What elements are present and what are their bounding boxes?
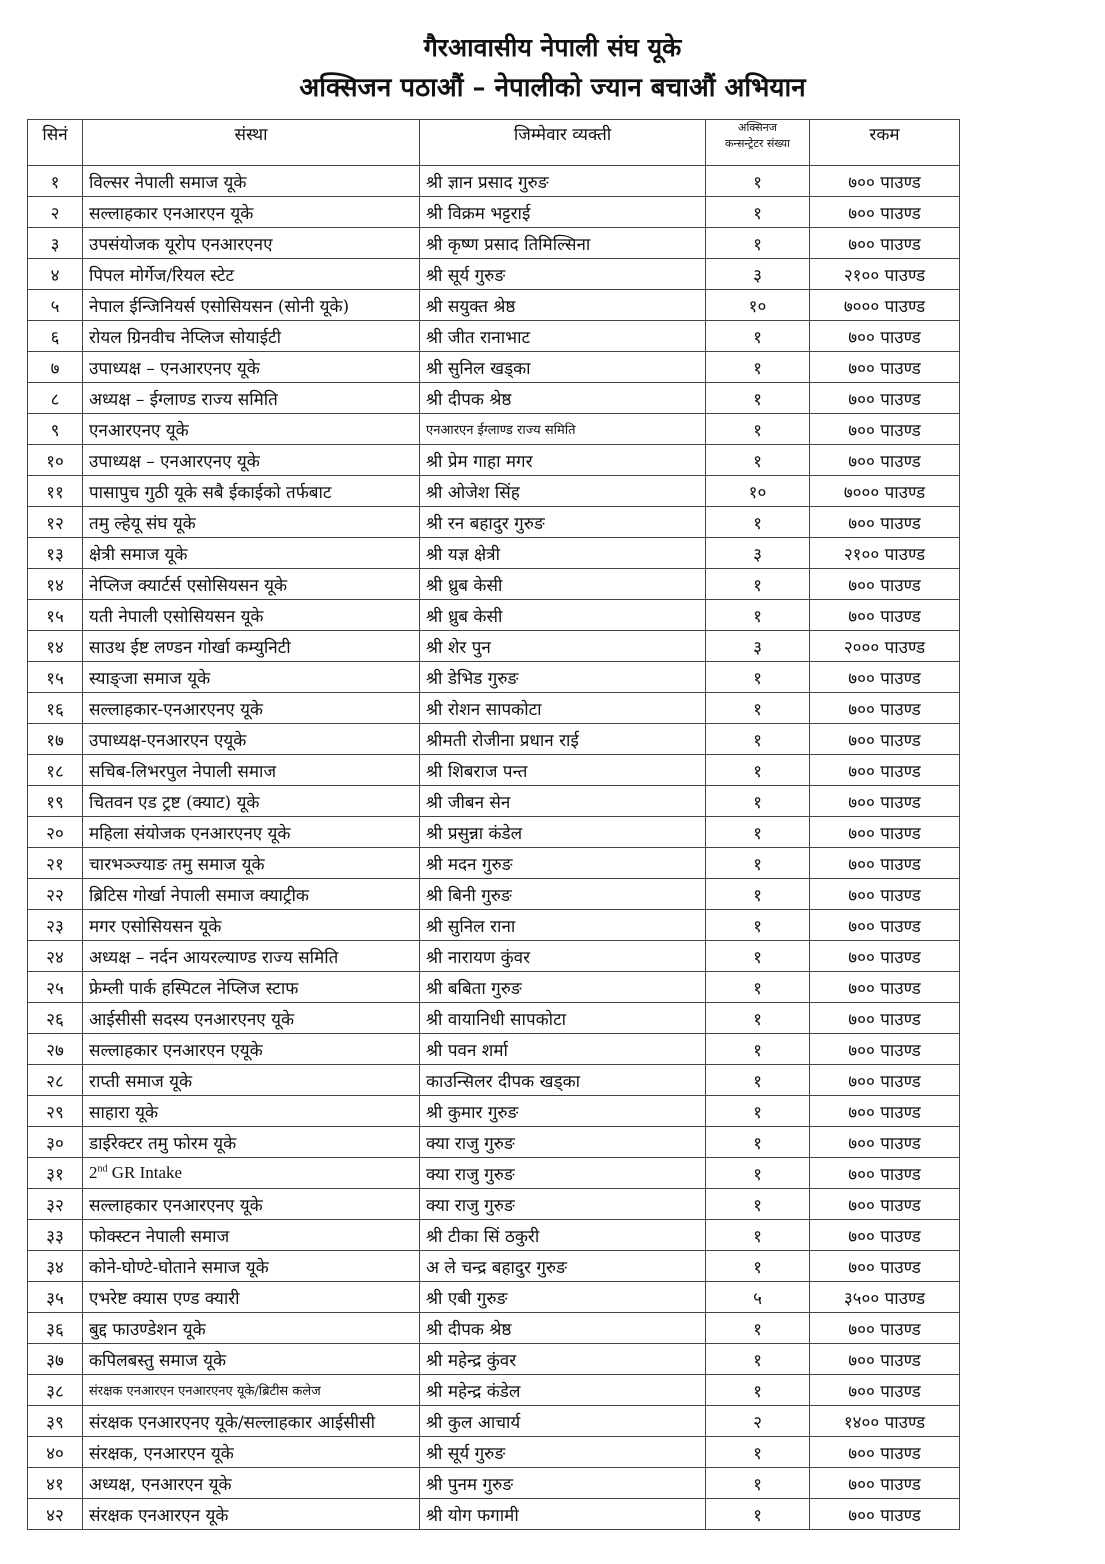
- cell-count: १: [706, 166, 810, 197]
- cell-count: १: [706, 228, 810, 259]
- table-row: [28, 507, 960, 538]
- cell-org: पिपल मोर्गेज/रियल स्टेट: [83, 259, 420, 290]
- cell-person: श्री शिबराज पन्त: [420, 755, 706, 786]
- table-row: [28, 662, 960, 693]
- cell-sn: १७: [28, 724, 83, 755]
- cell-person: क्या राजु गुरुङ: [420, 1158, 706, 1189]
- cell-sn: ८: [28, 383, 83, 414]
- cell-amount: ७०० पाउण्ड: [810, 445, 960, 476]
- cell-amount: ७०० पाउण्ड: [810, 972, 960, 1003]
- cell-sn: १८: [28, 755, 83, 786]
- cell-count: १: [706, 1344, 810, 1375]
- table-row: [28, 1096, 960, 1127]
- cell-org: संरक्षक एनआरएनए यूके/सल्लाहकार आईसीसी: [83, 1406, 420, 1437]
- cell-person: श्री महेन्द्र कुंवर: [420, 1344, 706, 1375]
- cell-sn: ९: [28, 414, 83, 445]
- table-row: [28, 631, 960, 662]
- table-row: [28, 1065, 960, 1096]
- cell-sn: ६: [28, 321, 83, 352]
- cell-count: १: [706, 1313, 810, 1344]
- cell-sn: १४: [28, 569, 83, 600]
- cell-person: श्री प्रसुन्ना कंडेल: [420, 817, 706, 848]
- cell-amount: ७०० पाउण्ड: [810, 1127, 960, 1158]
- cell-amount: ७०० पाउण्ड: [810, 569, 960, 600]
- cell-amount: ७०० पाउण्ड: [810, 166, 960, 197]
- cell-person: श्री ध्रुब केसी: [420, 600, 706, 631]
- cell-person: श्री शेर पुन: [420, 631, 706, 662]
- table-row: [28, 1127, 960, 1158]
- cell-amount: ७०० पाउण्ड: [810, 662, 960, 693]
- cell-amount: ७०० पाउण्ड: [810, 786, 960, 817]
- cell-amount: ३५०० पाउण्ड: [810, 1282, 960, 1313]
- cell-count: १: [706, 941, 810, 972]
- cell-person: श्री ज्ञान प्रसाद गुरुङ: [420, 166, 706, 197]
- cell-count: १: [706, 507, 810, 538]
- cell-person: श्री प्रेम गाहा मगर: [420, 445, 706, 476]
- cell-count: ३: [706, 538, 810, 569]
- cell-org: संरक्षक एनआरएन एनआरएनए यूके/ब्रिटीस कलेज: [83, 1375, 420, 1406]
- cell-sn: ११: [28, 476, 83, 507]
- col-header-count-line1: अक्सिनज: [738, 121, 777, 134]
- cell-amount: ७०० पाउण्ड: [810, 1065, 960, 1096]
- table-row: [28, 197, 960, 228]
- cell-org: महिला संयोजक एनआरएनए यूके: [83, 817, 420, 848]
- cell-count: १: [706, 1468, 810, 1499]
- cell-sn: ७: [28, 352, 83, 383]
- cell-org: नेपाल ईन्जिनियर्स एसोसियसन (सोनी यूके): [83, 290, 420, 321]
- cell-sn: २५: [28, 972, 83, 1003]
- table-row: [28, 228, 960, 259]
- cell-sn: २१: [28, 848, 83, 879]
- cell-count: १: [706, 1189, 810, 1220]
- cell-person: श्री नारायण कुंवर: [420, 941, 706, 972]
- cell-person: श्री सूर्य गुरुङ: [420, 259, 706, 290]
- cell-amount: ७०० पाउण्ड: [810, 941, 960, 972]
- cell-sn: २९: [28, 1096, 83, 1127]
- cell-count: १०: [706, 476, 810, 507]
- cell-amount: ७०० पाउण्ड: [810, 197, 960, 228]
- cell-person: क्या राजु गुरुङ: [420, 1127, 706, 1158]
- col-header-count: [706, 120, 810, 166]
- table-row: [28, 755, 960, 786]
- cell-sn: २७: [28, 1034, 83, 1065]
- table-row: [28, 1344, 960, 1375]
- cell-person: श्री सुनिल खड्का: [420, 352, 706, 383]
- table-row: [28, 1468, 960, 1499]
- cell-org: साउथ ईष्ट लण्डन गोर्खा कम्युनिटी: [83, 631, 420, 662]
- cell-org: एभरेष्ट क्यास एण्ड क्यारी: [83, 1282, 420, 1313]
- cell-amount: ७०० पाउण्ड: [810, 383, 960, 414]
- cell-amount: ७०० पाउण्ड: [810, 910, 960, 941]
- table-row: [28, 321, 960, 352]
- table-row: [28, 259, 960, 290]
- table-row: [28, 1375, 960, 1406]
- table-row: [28, 414, 960, 445]
- table-row: [28, 569, 960, 600]
- cell-sn: ३९: [28, 1406, 83, 1437]
- cell-org: अध्यक्ष, एनआरएन यूके: [83, 1468, 420, 1499]
- cell-person: श्री सूर्य गुरुङ: [420, 1437, 706, 1468]
- cell-amount: ७०० पाउण्ड: [810, 1189, 960, 1220]
- cell-person: श्री बबिता गुरुङ: [420, 972, 706, 1003]
- table-row: [28, 1499, 960, 1530]
- table-row: [28, 1251, 960, 1282]
- cell-count: १: [706, 879, 810, 910]
- cell-count: १०: [706, 290, 810, 321]
- cell-org: साहारा यूके: [83, 1096, 420, 1127]
- table-row: [28, 848, 960, 879]
- cell-org: नेप्लिज क्यार्टर्स एसोसियसन यूके: [83, 569, 420, 600]
- cell-count: २: [706, 1406, 810, 1437]
- cell-org: चितवन एड ट्रष्ट (क्याट) यूके: [83, 786, 420, 817]
- cell-amount: ७०० पाउण्ड: [810, 1437, 960, 1468]
- cell-sn: ३६: [28, 1313, 83, 1344]
- cell-sn: १९: [28, 786, 83, 817]
- cell-amount: ७०० पाउण्ड: [810, 352, 960, 383]
- cell-person: श्री यज्ञ क्षेत्री: [420, 538, 706, 569]
- cell-sn: ३०: [28, 1127, 83, 1158]
- cell-amount: २१०० पाउण्ड: [810, 538, 960, 569]
- cell-person: श्री सुनिल राना: [420, 910, 706, 941]
- cell-sn: २: [28, 197, 83, 228]
- cell-sn: १४: [28, 631, 83, 662]
- cell-amount: ७०० पाउण्ड: [810, 1003, 960, 1034]
- cell-org: चारभञ्ज्याङ तमु समाज यूके: [83, 848, 420, 879]
- page-subtitle: अक्सिजन पठाऔं – नेपालीको ज्यान बचाऔं अभियान: [299, 73, 806, 103]
- cell-person: श्री ओजेश सिंह: [420, 476, 706, 507]
- cell-org: राप्ती समाज यूके: [83, 1065, 420, 1096]
- cell-org: कपिलबस्तु समाज यूके: [83, 1344, 420, 1375]
- cell-org: कोने-घोण्टे-घोताने समाज यूके: [83, 1251, 420, 1282]
- table-row: [28, 538, 960, 569]
- cell-count: १: [706, 910, 810, 941]
- table-row: [28, 724, 960, 755]
- cell-count: १: [706, 352, 810, 383]
- cell-amount: २००० पाउण्ड: [810, 631, 960, 662]
- cell-sn: २२: [28, 879, 83, 910]
- cell-org: [83, 1158, 420, 1189]
- col-header-sn: सिनं: [28, 120, 83, 166]
- cell-count: १: [706, 1220, 810, 1251]
- cell-sn: २८: [28, 1065, 83, 1096]
- cell-org: डाईरेक्टर तमु फोरम यूके: [83, 1127, 420, 1158]
- cell-org: एनआरएनए यूके: [83, 414, 420, 445]
- cell-person: क्या राजु गुरुङ: [420, 1189, 706, 1220]
- cell-org: विल्सर नेपाली समाज यूके: [83, 166, 420, 197]
- cell-org: क्षेत्री समाज यूके: [83, 538, 420, 569]
- cell-amount: ७०० पाउण्ड: [810, 1158, 960, 1189]
- cell-amount: ७०० पाउण्ड: [810, 321, 960, 352]
- cell-count: १: [706, 662, 810, 693]
- cell-person: श्री सयुक्त श्रेष्ठ: [420, 290, 706, 321]
- cell-count: १: [706, 445, 810, 476]
- cell-sn: १२: [28, 507, 83, 538]
- cell-sn: १६: [28, 693, 83, 724]
- cell-count: १: [706, 1065, 810, 1096]
- cell-sn: १०: [28, 445, 83, 476]
- table-row: [28, 879, 960, 910]
- cell-amount: ७०० पाउण्ड: [810, 1220, 960, 1251]
- table-row: [28, 972, 960, 1003]
- cell-person: श्री एबी गुरुङ: [420, 1282, 706, 1313]
- table-body: [28, 166, 960, 1530]
- table-row: [28, 476, 960, 507]
- cell-org: तमु ल्हेयू संघ यूके: [83, 507, 420, 538]
- table-row: [28, 1282, 960, 1313]
- table-row: [28, 1313, 960, 1344]
- cell-count: १: [706, 383, 810, 414]
- cell-person: श्री कृष्ण प्रसाद तिमिल्सिना: [420, 228, 706, 259]
- cell-sn: १३: [28, 538, 83, 569]
- cell-amount: ७०० पाउण्ड: [810, 879, 960, 910]
- col-header-count-line2: कन्सन्ट्रेटर संख्या: [724, 137, 791, 150]
- cell-person: श्री दीपक श्रेष्ठ: [420, 383, 706, 414]
- table-row: [28, 1437, 960, 1468]
- cell-count: १: [706, 569, 810, 600]
- cell-amount: ७०० पाउण्ड: [810, 1251, 960, 1282]
- cell-person: श्री टीका सिं ठकुरी: [420, 1220, 706, 1251]
- cell-sn: ५: [28, 290, 83, 321]
- cell-org: रोयल ग्रिनवीच नेप्लिज सोयाईटी: [83, 321, 420, 352]
- table-row: [28, 817, 960, 848]
- cell-count: १: [706, 693, 810, 724]
- table-row: [28, 1220, 960, 1251]
- cell-amount: ७०० पाउण्ड: [810, 600, 960, 631]
- cell-amount: १४०० पाउण्ड: [810, 1406, 960, 1437]
- cell-org: बुद्द फाउण्डेशन यूके: [83, 1313, 420, 1344]
- cell-person: श्री जीत रानाभाट: [420, 321, 706, 352]
- cell-org: सल्लाहकार एनआरएन यूके: [83, 197, 420, 228]
- cell-sn: १: [28, 166, 83, 197]
- cell-amount: ७०० पाउण्ड: [810, 817, 960, 848]
- cell-count: १: [706, 197, 810, 228]
- cell-count: १: [706, 1127, 810, 1158]
- cell-count: ३: [706, 631, 810, 662]
- table-row: [28, 1034, 960, 1065]
- col-header-org: संस्था: [83, 120, 420, 166]
- cell-amount: ७०० पाउण्ड: [810, 1499, 960, 1530]
- cell-person: श्री विक्रम भट्टराई: [420, 197, 706, 228]
- cell-org: फ्रेम्ली पार्क हस्पिटल नेप्लिज स्टाफ: [83, 972, 420, 1003]
- cell-amount: ७०० पाउण्ड: [810, 507, 960, 538]
- table-row: [28, 1189, 960, 1220]
- cell-org: सल्लाहकार एनआरएन एयूके: [83, 1034, 420, 1065]
- cell-person: श्री ध्रुब केसी: [420, 569, 706, 600]
- cell-org: अध्यक्ष – नर्दन आयरल्याण्ड राज्य समिति: [83, 941, 420, 972]
- cell-count: ३: [706, 259, 810, 290]
- cell-org: फोक्स्टन नेपाली समाज: [83, 1220, 420, 1251]
- cell-count: १: [706, 414, 810, 445]
- cell-amount: ७०० पाउण्ड: [810, 693, 960, 724]
- cell-amount: २१०० पाउण्ड: [810, 259, 960, 290]
- cell-org: उपाध्यक्ष – एनआरएनए यूके: [83, 445, 420, 476]
- cell-sn: २६: [28, 1003, 83, 1034]
- table-row: [28, 290, 960, 321]
- cell-person: श्री बिनी गुरुङ: [420, 879, 706, 910]
- cell-count: १: [706, 1158, 810, 1189]
- cell-person: श्री महेन्द्र कंडेल: [420, 1375, 706, 1406]
- cell-org: संरक्षक एनआरएन यूके: [83, 1499, 420, 1530]
- cell-count: १: [706, 817, 810, 848]
- cell-org: उपाध्यक्ष-एनआरएन एयूके: [83, 724, 420, 755]
- cell-sn: ३७: [28, 1344, 83, 1375]
- cell-amount: ७०० पाउण्ड: [810, 1096, 960, 1127]
- cell-sn: ३: [28, 228, 83, 259]
- col-header-person: जिम्मेवार व्यक्ती: [420, 120, 706, 166]
- table-row: [28, 786, 960, 817]
- col-header-amount: रकम: [810, 120, 960, 166]
- cell-person: श्री कुमार गुरुङ: [420, 1096, 706, 1127]
- cell-count: १: [706, 1251, 810, 1282]
- cell-count: १: [706, 724, 810, 755]
- cell-org: ब्रिटिस गोर्खा नेपाली समाज क्याट्रीक: [83, 879, 420, 910]
- cell-org-text: GR Intake: [107, 1163, 183, 1182]
- cell-sn: १५: [28, 662, 83, 693]
- cell-org: पासापुच गुठी यूके सबै ईकाईको तर्फबाट: [83, 476, 420, 507]
- cell-count: ५: [706, 1282, 810, 1313]
- cell-amount: ७०० पाउण्ड: [810, 1034, 960, 1065]
- cell-sn: २३: [28, 910, 83, 941]
- cell-org-prefix: 2: [89, 1163, 98, 1182]
- cell-org: अध्यक्ष – ईग्लाण्ड राज्य समिति: [83, 383, 420, 414]
- cell-person: एनआरएन ईग्लाण्ड राज्य समिति: [420, 414, 706, 445]
- cell-amount: ७०० पाउण्ड: [810, 1344, 960, 1375]
- cell-org: आईसीसी सदस्य एनआरएनए यूके: [83, 1003, 420, 1034]
- cell-person: श्री पुनम गुरुङ: [420, 1468, 706, 1499]
- cell-amount: ७०० पाउण्ड: [810, 1313, 960, 1344]
- cell-org: उपसंयोजक यूरोप एनआरएनए: [83, 228, 420, 259]
- cell-org: स्याङ्जा समाज यूके: [83, 662, 420, 693]
- cell-amount: ७०० पाउण्ड: [810, 1468, 960, 1499]
- cell-sn: २४: [28, 941, 83, 972]
- cell-person: श्री दीपक श्रेष्ठ: [420, 1313, 706, 1344]
- cell-amount: ७०० पाउण्ड: [810, 1375, 960, 1406]
- cell-sn: ४१: [28, 1468, 83, 1499]
- cell-count: १: [706, 1437, 810, 1468]
- cell-sn: ३३: [28, 1220, 83, 1251]
- cell-sn: २०: [28, 817, 83, 848]
- cell-person: श्री रोशन सापकोटा: [420, 693, 706, 724]
- cell-person: श्री मदन गुरुङ: [420, 848, 706, 879]
- cell-org: सल्लाहकार एनआरएनए यूके: [83, 1189, 420, 1220]
- table-row: [28, 910, 960, 941]
- cell-org: सल्लाहकार-एनआरएनए यूके: [83, 693, 420, 724]
- table-row: [28, 1158, 960, 1189]
- cell-sn: ३१: [28, 1158, 83, 1189]
- cell-person: श्री योग फगामी: [420, 1499, 706, 1530]
- cell-org: सचिब-लिभरपुल नेपाली समाज: [83, 755, 420, 786]
- cell-count: १: [706, 1034, 810, 1065]
- cell-count: १: [706, 321, 810, 352]
- cell-person: काउन्सिलर दीपक खड्का: [420, 1065, 706, 1096]
- cell-sn: ३२: [28, 1189, 83, 1220]
- cell-amount: ७०० पाउण्ड: [810, 755, 960, 786]
- cell-org: उपाध्यक्ष – एनआरएनए यूके: [83, 352, 420, 383]
- cell-org: मगर एसोसियसन यूके: [83, 910, 420, 941]
- cell-sn: १५: [28, 600, 83, 631]
- cell-count: १: [706, 1003, 810, 1034]
- cell-org: यती नेपाली एसोसियसन यूके: [83, 600, 420, 631]
- cell-person: श्री जीबन सेन: [420, 786, 706, 817]
- table-row: [28, 352, 960, 383]
- table-row: [28, 1003, 960, 1034]
- document-header: [0, 28, 1105, 108]
- cell-count: १: [706, 848, 810, 879]
- cell-sn: ३५: [28, 1282, 83, 1313]
- cell-org: संरक्षक, एनआरएन यूके: [83, 1437, 420, 1468]
- cell-sn: ४: [28, 259, 83, 290]
- cell-count: १: [706, 755, 810, 786]
- table-header-row: [28, 120, 960, 166]
- page-title: गैरआवासीय नेपाली संघ यूके: [423, 33, 682, 62]
- cell-sn: ३८: [28, 1375, 83, 1406]
- cell-sn: ४०: [28, 1437, 83, 1468]
- cell-amount: ७०० पाउण्ड: [810, 848, 960, 879]
- table-row: [28, 693, 960, 724]
- cell-person: अ ले चन्द्र बहादुर गुरुङ: [420, 1251, 706, 1282]
- table-row: [28, 166, 960, 197]
- cell-person: श्रीमती रोजीना प्रधान राई: [420, 724, 706, 755]
- cell-count: १: [706, 972, 810, 1003]
- cell-count: १: [706, 1499, 810, 1530]
- cell-person: श्री कुल आचार्य: [420, 1406, 706, 1437]
- cell-count: १: [706, 1096, 810, 1127]
- cell-count: १: [706, 1375, 810, 1406]
- cell-person: श्री डेभिड गुरुङ: [420, 662, 706, 693]
- cell-person: श्री पवन शर्मा: [420, 1034, 706, 1065]
- donation-table: [27, 119, 960, 1530]
- table-row: [28, 600, 960, 631]
- cell-org-superscript: nd: [97, 1163, 108, 1175]
- cell-count: १: [706, 786, 810, 817]
- table-row: [28, 383, 960, 414]
- cell-amount: ७०० पाउण्ड: [810, 228, 960, 259]
- table-row: [28, 941, 960, 972]
- cell-person: श्री वायानिधी सापकोटा: [420, 1003, 706, 1034]
- cell-sn: ४२: [28, 1499, 83, 1530]
- cell-amount: ७००० पाउण्ड: [810, 290, 960, 321]
- cell-person: श्री रन बहादुर गुरुङ: [420, 507, 706, 538]
- cell-count: १: [706, 600, 810, 631]
- table-row: [28, 445, 960, 476]
- cell-sn: ३४: [28, 1251, 83, 1282]
- cell-amount: ७००० पाउण्ड: [810, 476, 960, 507]
- table-row: [28, 1406, 960, 1437]
- cell-amount: ७०० पाउण्ड: [810, 414, 960, 445]
- cell-amount: ७०० पाउण्ड: [810, 724, 960, 755]
